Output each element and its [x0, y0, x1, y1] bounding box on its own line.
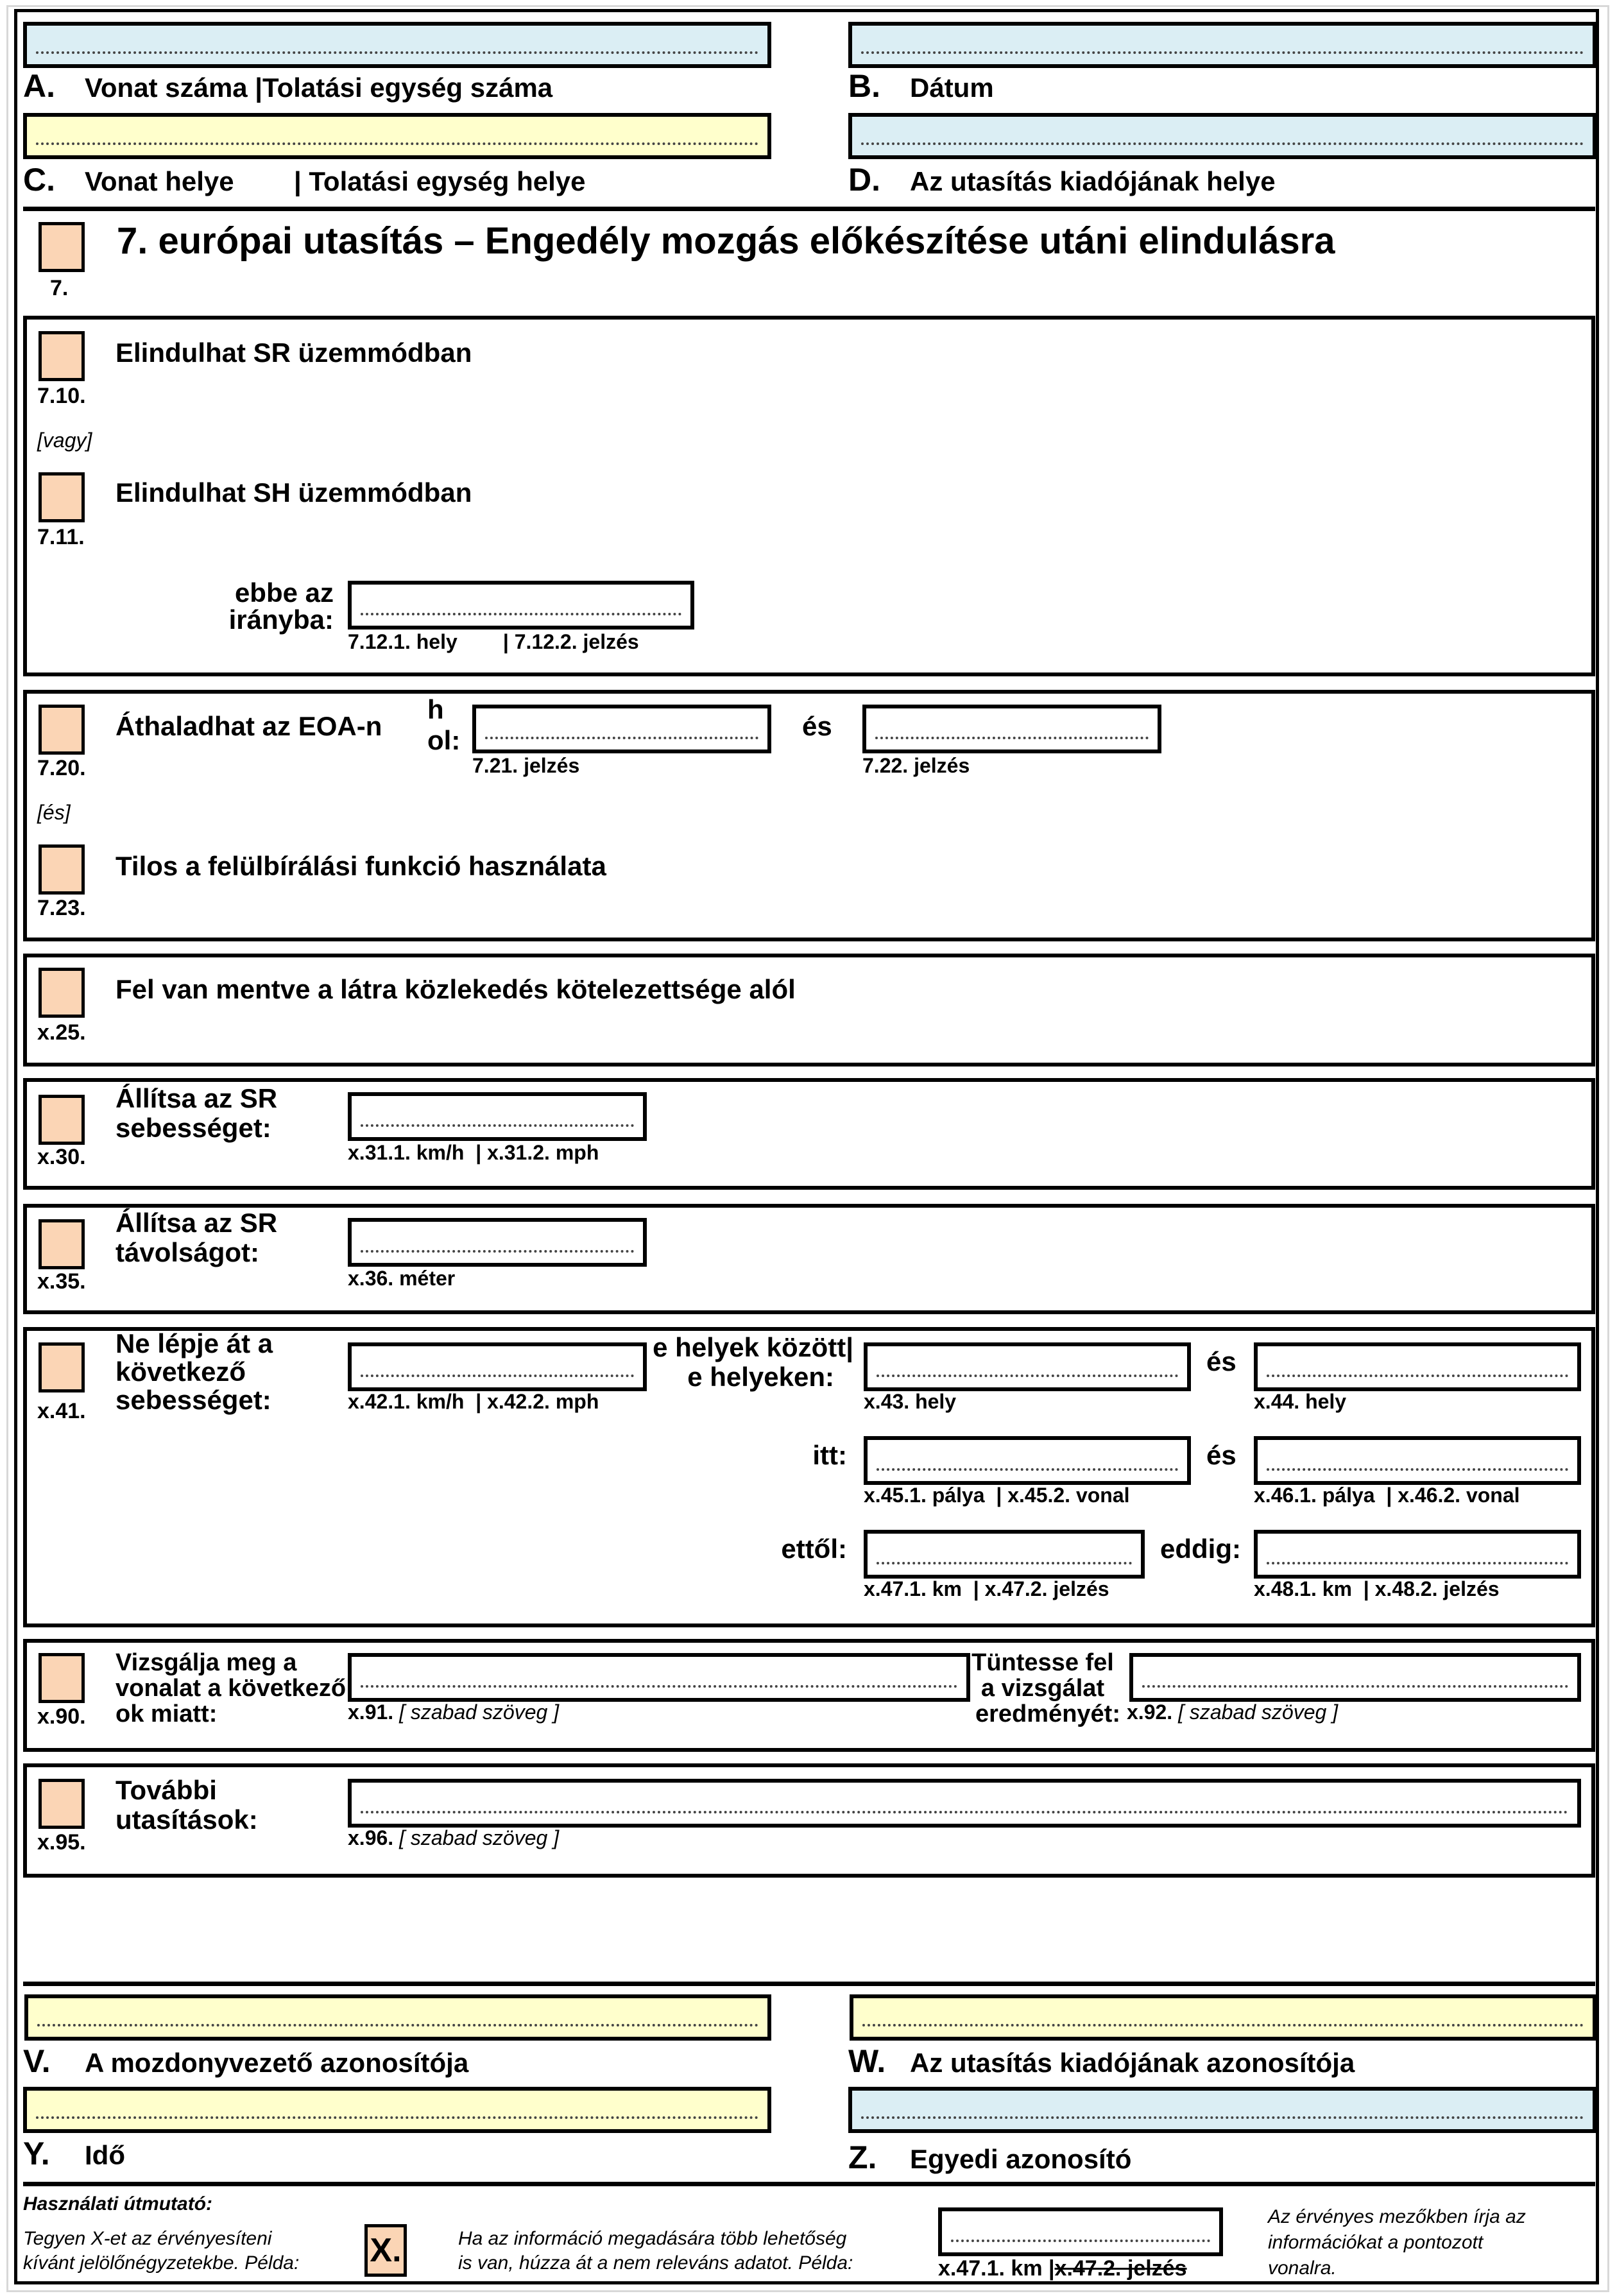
- sub-x-43: x.43. hely: [864, 1390, 957, 1413]
- sub-x-44: x.44. hely: [1254, 1390, 1347, 1413]
- number-x-90: x.90.: [37, 1704, 86, 1729]
- sub-x-48: x.48.1. km | x.48.2. jelzés: [1254, 1577, 1500, 1600]
- dotted-line: [361, 1375, 634, 1377]
- label-x-25: Fel van mentve a látra közlekedés kötelezettsége alól: [116, 974, 796, 1004]
- field-w-issuer-id[interactable]: [850, 1994, 1596, 2041]
- panel-x-25: [23, 954, 1595, 1067]
- label-between-1: e helyek között|: [653, 1332, 853, 1362]
- checkbox-7-10[interactable]: [38, 331, 85, 381]
- field-7-22[interactable]: [862, 705, 1161, 753]
- label-7-20: Áthaladhat az EOA-n: [116, 711, 382, 741]
- dotted-line: [485, 737, 758, 739]
- label-b: B. Dátum: [848, 68, 994, 104]
- label-result-1: Tüntesse fel: [971, 1649, 1114, 1676]
- number-x-95: x.95.: [37, 1830, 86, 1855]
- label-result-2: a vizsgálat: [980, 1675, 1105, 1702]
- dotted-line: [36, 142, 758, 145]
- label-y: Y. Idő: [23, 2136, 125, 2172]
- label-x-41-1: Ne lépje át a: [116, 1328, 273, 1358]
- number-7: 7.: [50, 276, 69, 300]
- label-x-41-2: következő: [116, 1357, 246, 1387]
- field-a-train-number[interactable]: [23, 22, 771, 68]
- instructions-fill-3: vonalra.: [1268, 2257, 1337, 2279]
- sub-x-47: x.47.1. km | x.47.2. jelzés: [864, 1577, 1109, 1600]
- divider: [23, 1982, 1595, 1986]
- sub-x-96: x.96. [ szabad szöveg ]: [348, 1826, 560, 1849]
- dotted-line: [861, 142, 1584, 145]
- label-x-41-3: sebességet:: [116, 1385, 271, 1415]
- label-z: Z. Egyedi azonosító: [848, 2139, 1132, 2175]
- conjunction-es: [és]: [37, 801, 71, 824]
- dotted-line: [36, 51, 758, 54]
- label-x-30-2: sebességet:: [116, 1113, 271, 1143]
- instructions-fill-2: információkat a pontozott: [1268, 2232, 1484, 2253]
- checkbox-7-11[interactable]: [38, 472, 85, 522]
- field-x-48-to[interactable]: [1254, 1530, 1581, 1579]
- number-x-30: x.30.: [37, 1145, 86, 1169]
- label-c: C. Vonat helye | Tolatási egység helye: [23, 162, 586, 198]
- checkbox-x-90[interactable]: [38, 1653, 85, 1703]
- field-b-date[interactable]: [848, 22, 1596, 68]
- field-7-21[interactable]: [472, 705, 771, 753]
- number-7-23: 7.23.: [37, 896, 86, 920]
- sub-x-91: x.91. [ szabad szöveg ]: [348, 1701, 560, 1724]
- checkbox-7-23[interactable]: [38, 844, 85, 895]
- number-x-35: x.35.: [37, 1269, 86, 1294]
- checkbox-x-95[interactable]: [38, 1779, 85, 1829]
- sub-7-12: 7.12.1. hely | 7.12.2. jelzés: [348, 630, 639, 653]
- dotted-line: [951, 2240, 1210, 2242]
- instructions-fill-1: Az érvényes mezőkben írja az: [1268, 2206, 1526, 2227]
- dotted-line: [877, 1468, 1178, 1471]
- label-direction-1: ebbe az: [234, 578, 334, 608]
- label-x-90-1: Vizsgálja meg a: [116, 1649, 297, 1676]
- field-d-issuer-location[interactable]: [848, 113, 1596, 159]
- label-direction-2: irányba:: [228, 604, 334, 635]
- dotted-line: [861, 51, 1584, 54]
- field-c-train-location[interactable]: [23, 113, 771, 159]
- dotted-line: [361, 1124, 634, 1127]
- label-eddig: eddig:: [1160, 1534, 1241, 1564]
- sub-x-42: x.42.1. km/h | x.42.2. mph: [348, 1390, 599, 1413]
- label-x-90-2: vonalat a következő: [116, 1675, 346, 1702]
- field-direction[interactable]: [348, 581, 694, 630]
- dotted-line: [36, 2116, 758, 2119]
- label-d: D. Az utasítás kiadójának helye: [848, 162, 1276, 198]
- field-x-46-track[interactable]: [1254, 1436, 1581, 1485]
- field-x-91-reason[interactable]: [348, 1653, 970, 1702]
- field-x-92-result[interactable]: [1129, 1653, 1581, 1702]
- checkbox-x-30[interactable]: [38, 1095, 85, 1145]
- dotted-line: [361, 1811, 1568, 1813]
- example-field-sub: x.47.1. km |x.47.2. jelzés: [938, 2256, 1187, 2281]
- dotted-line: [361, 613, 681, 615]
- field-v-driver-id[interactable]: [24, 1994, 771, 2041]
- checkbox-7-20[interactable]: [38, 705, 85, 755]
- dotted-line: [1142, 1685, 1568, 1688]
- dotted-line: [877, 1562, 1132, 1564]
- label-hol-1: h: [427, 694, 444, 724]
- field-x-96-further[interactable]: [348, 1779, 1581, 1828]
- divider: [23, 2182, 1595, 2186]
- sub-x-46: x.46.1. pálya | x.46.2. vonal: [1254, 1484, 1520, 1507]
- label-x-35-1: Állítsa az SR: [116, 1208, 278, 1238]
- label-itt: itt:: [812, 1440, 847, 1470]
- sub-7-21: 7.21. jelzés: [472, 754, 580, 777]
- dotted-line: [861, 2116, 1584, 2119]
- field-x-47-from[interactable]: [864, 1530, 1145, 1579]
- label-es-1: és: [1206, 1346, 1236, 1376]
- label-es: és: [802, 711, 832, 741]
- sub-7-22: 7.22. jelzés: [862, 754, 970, 777]
- instructions-check-2: kívánt jelölőnégyzetekbe. Példa:: [23, 2252, 300, 2274]
- number-x-41: x.41.: [37, 1399, 86, 1423]
- sub-x-92: x.92. [ szabad szöveg ]: [1127, 1701, 1339, 1724]
- dotted-line: [1267, 1562, 1568, 1564]
- divider: [23, 207, 1595, 211]
- instructions-strike-1: Ha az információ megadására több lehetőség: [458, 2228, 847, 2249]
- number-7-10: 7.10.: [37, 384, 86, 408]
- example-field: [938, 2207, 1223, 2256]
- page-title: 7. európai utasítás – Engedély mozgás előkészítése utáni elindulásra: [117, 220, 1335, 262]
- sub-x-45: x.45.1. pálya | x.45.2. vonal: [864, 1484, 1130, 1507]
- label-x-30-1: Állítsa az SR: [116, 1083, 278, 1113]
- dotted-line: [862, 2024, 1584, 2026]
- checkbox-x-25[interactable]: [38, 968, 85, 1018]
- label-7-23: Tilos a felülbírálási funkció használata: [116, 851, 606, 881]
- sub-x-36: x.36. méter: [348, 1267, 456, 1290]
- field-x-36-distance[interactable]: [348, 1218, 647, 1267]
- dotted-line: [361, 1250, 634, 1253]
- field-z-unique-id[interactable]: [848, 2087, 1596, 2133]
- instructions-strike-2: is van, húzza át a nem releváns adatot. Példa:: [458, 2252, 853, 2274]
- label-7-11: Elindulhat SH üzemmódban: [116, 477, 472, 508]
- field-x-43-place[interactable]: [864, 1342, 1191, 1391]
- example-checkbox: X.: [364, 2224, 407, 2277]
- number-7-11: 7.11.: [37, 525, 85, 549]
- label-x-35-2: távolságot:: [116, 1237, 260, 1267]
- number-x-25: x.25.: [37, 1020, 86, 1045]
- dotted-line: [361, 1685, 957, 1688]
- label-es-2: és: [1206, 1440, 1236, 1470]
- label-x-90-3: ok miatt:: [116, 1701, 218, 1727]
- sub-x-31: x.31.1. km/h | x.31.2. mph: [348, 1141, 599, 1164]
- field-x-45-track[interactable]: [864, 1436, 1191, 1485]
- field-x-42-speed[interactable]: [348, 1342, 647, 1391]
- label-result-3: eredményét:: [975, 1701, 1120, 1727]
- field-y-time[interactable]: [23, 2087, 771, 2133]
- label-hol-2: ol:: [427, 725, 461, 755]
- label-a: A. Vonat száma |Tolatási egység száma: [23, 68, 553, 104]
- field-x-44-place[interactable]: [1254, 1342, 1581, 1391]
- label-w: W. Az utasítás kiadójának azonosítója: [848, 2043, 1355, 2079]
- label-ettol: ettől:: [781, 1534, 847, 1564]
- checkbox-7[interactable]: [38, 222, 85, 272]
- number-7-20: 7.20.: [37, 756, 86, 780]
- dotted-line: [875, 737, 1149, 739]
- label-x-95-2: utasítások:: [116, 1804, 258, 1835]
- dotted-line: [877, 1375, 1178, 1377]
- label-v: V. A mozdonyvezető azonosítója: [23, 2043, 469, 2079]
- checkbox-x-41[interactable]: [38, 1342, 85, 1392]
- dotted-line: [1267, 1375, 1568, 1377]
- instructions-heading: Használati útmutató:: [23, 2193, 213, 2215]
- instructions-check-1: Tegyen X-et az érvényesíteni: [23, 2228, 272, 2249]
- dotted-line: [37, 2024, 758, 2026]
- checkbox-x-35[interactable]: [38, 1219, 85, 1269]
- conjunction-vagy: [vagy]: [37, 429, 92, 452]
- dotted-line: [1267, 1468, 1568, 1471]
- label-between-2: e helyeken:: [687, 1362, 834, 1392]
- field-x-31-speed[interactable]: [348, 1092, 647, 1141]
- label-x-95-1: További: [116, 1775, 217, 1805]
- label-7-10: Elindulhat SR üzemmódban: [116, 338, 472, 368]
